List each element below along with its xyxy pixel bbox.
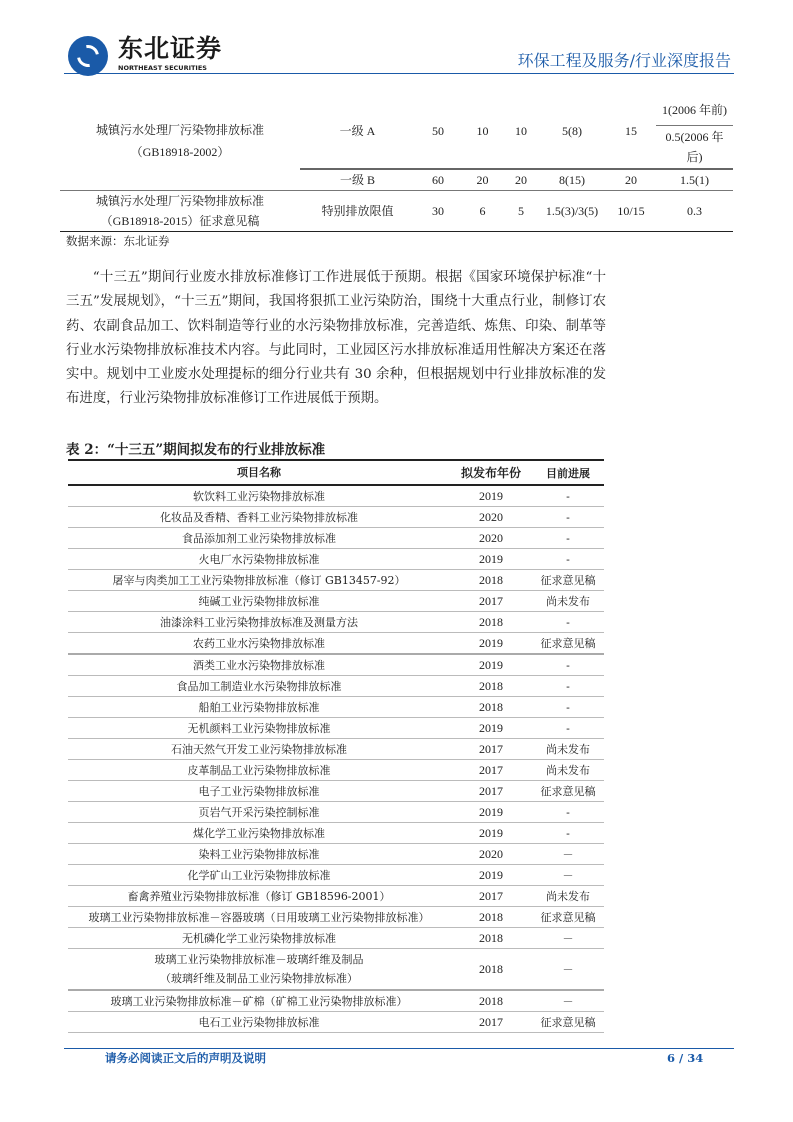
standard-name: 酒类工业水污染物排放标准 bbox=[193, 658, 325, 672]
progress-status: － bbox=[562, 995, 574, 1008]
standard-name: 电子工业污染物排放标准 bbox=[198, 784, 320, 798]
table-row bbox=[68, 633, 604, 655]
release-year: 2019 bbox=[479, 804, 503, 819]
standard-name: 畜禽养殖业污染物排放标准（修订 GB18596-2001） bbox=[127, 889, 391, 903]
table-row bbox=[68, 528, 604, 549]
logo-text: 东北证券 bbox=[118, 34, 223, 63]
release-year: 2018 bbox=[479, 961, 503, 976]
table-cell: 特别排放限值 bbox=[321, 204, 394, 218]
table-row bbox=[68, 676, 604, 697]
release-year: 2018 bbox=[479, 699, 503, 714]
table-row bbox=[68, 718, 604, 739]
table-row bbox=[68, 655, 604, 676]
table-row bbox=[68, 802, 604, 823]
column-header: 目前进展 bbox=[546, 466, 590, 480]
footer-disclaimer: 请务必阅读正文后的声明及说明 bbox=[105, 1051, 266, 1065]
release-year: 2020 bbox=[479, 509, 503, 524]
table-row bbox=[68, 886, 604, 907]
progress-status: - bbox=[566, 510, 570, 524]
table-row bbox=[68, 697, 604, 718]
table-row bbox=[68, 612, 604, 633]
progress-status: － bbox=[562, 963, 574, 976]
release-year: 2017 bbox=[479, 762, 503, 777]
body-paragraph: “十三五”期间行业废水排放标准修订工作进展低于预期。根据《国家环境保护标准“十三五”发展规划》，“十三五”期间，我国将狠抓工业污染防治，围绕十大重点行业，制修订农药、农副食品加工、饮料制造等行业的水污染物排放标准，完善造纸、炼焦、印染、制革等行业水污染物排放标准技术内容。与此同时，工业园区污水排放标准适用性解决方案还在落实中。规划中工业废水处理提标的细分行业共有 30 余种，但根据规划中行业排放标准的发布进度，行业污染物排放标准修订工作进展低于预期。 bbox=[66, 270, 606, 407]
release-year: 2017 bbox=[479, 888, 503, 903]
table-row bbox=[68, 865, 604, 886]
standard-name: 玻璃工业污染物排放标准－容器玻璃（日用玻璃工业污染物排放标准） bbox=[88, 910, 430, 924]
progress-status: - bbox=[566, 615, 570, 629]
progress-status: － bbox=[562, 869, 574, 882]
table-2-title: 表 2：“十三五”期间拟发布的行业排放标准 bbox=[66, 442, 326, 458]
table-cell: 10/15 bbox=[617, 204, 645, 218]
table-cell: 1.5(1) bbox=[680, 173, 709, 187]
header-divider bbox=[64, 73, 734, 74]
release-year: 2019 bbox=[479, 635, 503, 650]
standard-name: 船舶工业污染物排放标准 bbox=[198, 700, 320, 714]
standard-name: 化学矿山工业污染物排放标准 bbox=[187, 868, 331, 882]
table-2 bbox=[68, 459, 604, 1033]
standard-name: 电石工业污染物排放标准 bbox=[198, 1015, 320, 1029]
release-year: 2018 bbox=[479, 572, 503, 587]
progress-status: 征求意见稿 bbox=[540, 637, 596, 650]
release-year: 2018 bbox=[479, 909, 503, 924]
cell-divider bbox=[656, 125, 733, 126]
table-cell: 20 bbox=[515, 173, 527, 187]
table-row bbox=[68, 991, 604, 1012]
table-cell: 50 bbox=[432, 124, 444, 138]
standard-name: 染料工业污染物排放标准 bbox=[198, 847, 320, 861]
column-header: 拟发布年份 bbox=[460, 466, 521, 480]
table-cell: 一级 B bbox=[339, 173, 375, 187]
progress-status: - bbox=[566, 552, 570, 566]
standard-name: 石油天然气开发工业污染物排放标准 bbox=[171, 742, 347, 756]
progress-status: 尚未发布 bbox=[546, 743, 590, 756]
table-cell: 0.3 bbox=[687, 204, 702, 218]
table-cell: 一级 A bbox=[339, 124, 376, 138]
release-year: 2019 bbox=[479, 657, 503, 672]
table-row bbox=[68, 739, 604, 760]
standard-name: 页岩气开采污染控制标准 bbox=[198, 805, 320, 819]
table-cell: 6 bbox=[479, 204, 486, 218]
table-row bbox=[68, 760, 604, 781]
release-year: 2017 bbox=[479, 593, 503, 608]
table-cell: 城镇污水处理厂污染物排放标准 bbox=[95, 194, 264, 208]
release-year: 2020 bbox=[479, 846, 503, 861]
release-year: 2018 bbox=[479, 678, 503, 693]
progress-status: 尚未发布 bbox=[546, 595, 590, 608]
standard-name: 火电厂水污染物排放标准 bbox=[198, 552, 320, 566]
table-header-row bbox=[68, 459, 604, 486]
progress-status: 征求意见稿 bbox=[540, 911, 596, 924]
table-cell: 0.5(2006 年 bbox=[665, 130, 724, 144]
standard-name-line: （玻璃纤维及制品工业污染物排放标准） bbox=[160, 972, 358, 985]
standard-name: 纯碱工业污染物排放标准 bbox=[198, 594, 320, 608]
release-year: 2019 bbox=[479, 720, 503, 735]
table-cell: 20 bbox=[625, 173, 637, 187]
column-header: 项目名称 bbox=[237, 466, 281, 479]
release-year: 2018 bbox=[479, 614, 503, 629]
release-year: 2019 bbox=[479, 825, 503, 840]
release-year: 2017 bbox=[479, 1014, 503, 1029]
progress-status: - bbox=[566, 826, 570, 840]
table-cell: （GB18918-2002） bbox=[130, 145, 230, 159]
footer-divider bbox=[64, 1048, 734, 1049]
standard-name: 化妆品及香精、香料工业污染物排放标准 bbox=[160, 510, 358, 524]
page-number: 6 / 34 bbox=[667, 1051, 704, 1065]
progress-status: - bbox=[566, 700, 570, 714]
table-row bbox=[68, 591, 604, 612]
table-row bbox=[68, 1012, 604, 1033]
release-year: 2018 bbox=[479, 993, 503, 1008]
data-source: 数据来源：东北证券 bbox=[66, 234, 170, 248]
table-cell: 5(8) bbox=[562, 124, 582, 138]
table-bottom-border bbox=[60, 231, 733, 232]
progress-status: - bbox=[566, 679, 570, 693]
progress-status: － bbox=[562, 848, 574, 861]
standard-name: 屠宰与肉类加工工业污染物排放标准（修订 GB13457-92） bbox=[112, 573, 406, 587]
standard-name: 煤化学工业污染物排放标准 bbox=[193, 826, 325, 840]
standard-name: 油漆涂料工业污染物排放标准及测量方法 bbox=[160, 615, 358, 629]
table-row bbox=[68, 549, 604, 570]
report-title: 环保工程及服务/行业深度报告 bbox=[517, 51, 731, 70]
table-row bbox=[68, 570, 604, 591]
progress-status: 征求意见稿 bbox=[540, 1016, 596, 1029]
standard-name: 农药工业水污染物排放标准 bbox=[193, 636, 325, 650]
table-cell: 城镇污水处理厂污染物排放标准 bbox=[95, 123, 264, 137]
release-year: 2019 bbox=[479, 867, 503, 882]
release-year: 2017 bbox=[479, 783, 503, 798]
table-cell: 8(15) bbox=[559, 173, 585, 187]
release-year: 2019 bbox=[479, 488, 503, 503]
standard-name: 食品添加剂工业污染物排放标准 bbox=[182, 531, 336, 545]
table-row bbox=[68, 907, 604, 928]
release-year: 2017 bbox=[479, 741, 503, 756]
progress-status: - bbox=[566, 658, 570, 672]
release-year: 2018 bbox=[479, 930, 503, 945]
logo-icon bbox=[68, 36, 108, 76]
standard-name: 无机颜料工业污染物排放标准 bbox=[187, 721, 331, 735]
table-row bbox=[68, 844, 604, 865]
table-cell: 10 bbox=[515, 124, 527, 138]
standard-name: 无机磷化学工业污染物排放标准 bbox=[182, 931, 336, 945]
table-cell: （GB18918-2015）征求意见稿 bbox=[100, 214, 260, 228]
table-row bbox=[68, 823, 604, 844]
progress-status: - bbox=[566, 531, 570, 545]
table-cell: 10 bbox=[476, 124, 489, 138]
progress-status: － bbox=[562, 932, 574, 945]
table-cell: 15 bbox=[625, 124, 637, 138]
release-year: 2019 bbox=[479, 551, 503, 566]
table-row bbox=[68, 781, 604, 802]
table-cell: 后) bbox=[686, 150, 703, 164]
table-row bbox=[68, 507, 604, 528]
progress-status: 征求意见稿 bbox=[540, 574, 596, 587]
table-cell: 20 bbox=[476, 173, 489, 187]
progress-status: 尚未发布 bbox=[546, 764, 590, 777]
progress-status: - bbox=[566, 721, 570, 735]
table-cell: 30 bbox=[432, 204, 444, 218]
standard-name: 食品加工制造业水污染物排放标准 bbox=[176, 679, 342, 693]
standard-name-line: 玻璃工业污染物排放标准－玻璃纤维及制品 bbox=[154, 953, 364, 966]
standard-name bbox=[68, 950, 450, 988]
table-cell: 60 bbox=[432, 173, 444, 187]
table-cell: 5 bbox=[518, 204, 524, 218]
standard-name: 玻璃工业污染物排放标准－矿棉（矿棉工业污染物排放标准） bbox=[110, 994, 408, 1008]
progress-status: - bbox=[566, 805, 570, 819]
table-cell: 1(2006 年前) bbox=[662, 103, 727, 117]
standard-name: 软饮料工业污染物排放标准 bbox=[193, 489, 325, 503]
progress-status: 尚未发布 bbox=[546, 890, 590, 903]
logo-subtext: NORTHEAST SECURITIES bbox=[118, 64, 207, 72]
release-year: 2020 bbox=[479, 530, 503, 545]
table-row bbox=[68, 949, 604, 991]
progress-status: - bbox=[566, 489, 570, 503]
table-cell: 1.5(3)/3(5) bbox=[545, 204, 599, 218]
table-row bbox=[68, 928, 604, 949]
standard-name: 皮革制品工业污染物排放标准 bbox=[187, 763, 331, 777]
table-row bbox=[68, 486, 604, 507]
progress-status: 征求意见稿 bbox=[540, 785, 596, 798]
